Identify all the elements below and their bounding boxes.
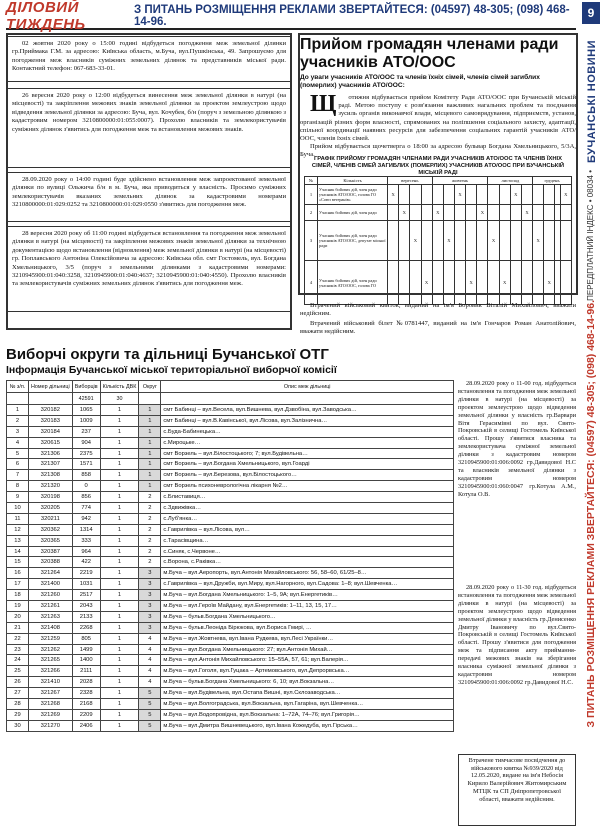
table-row	[7, 492, 454, 503]
table-cell: 320615	[29, 437, 73, 448]
article-paragraph-1: отижня відбувається прийом Комітету Ради АТО/ООС при Бучанській міській раді. Метою поступу є розв'язання важливих нагальних проблем та поєднання зусиль органів виконавчої влади, місцевого самоврядування, підприємств, установ, організацій різних форм власності, спрямованих на поліпшення соціального захисту, адаптації, спільної координації наявних ресурсів для забезпечення соціальних гарантій учасників АТО/ООС, членів їхніх сімей.	[300, 94, 576, 143]
article-paragraph-2: Прийом відбувається щочетверга о 18:00 за адресою бульвар Богдана Хмельницького, 5/3А, Буча.	[300, 143, 576, 159]
table-cell: 942	[72, 513, 100, 524]
table-cell: 320182	[29, 405, 73, 416]
table-cell: 1	[100, 513, 139, 524]
schedule-header: №	[305, 177, 318, 185]
page-header	[6, 0, 576, 33]
table-cell: 3	[139, 611, 161, 622]
table-cell: 1	[139, 481, 161, 492]
district-description: м.Буча – вул.Богдана Хмельницького: 1–5, 9А; вул.Енергетиків…	[161, 590, 454, 601]
table-cell: 2043	[72, 601, 100, 612]
table-cell: 1065	[72, 405, 100, 416]
table-cell: 321269	[29, 709, 73, 720]
table-cell: 3	[7, 426, 29, 437]
table-cell: 1	[100, 415, 139, 426]
schedule-table: № Кількість вересень жовтень листопад грудень 1 Учасник бойових дій, член ради учасників АТО/ООС, голова ГО «Союз ветеранів» X X X X 2 Учасник бойових дій, член ради X X X X 3 Учасник бойових дій, член ради учасників АТО/ООС, депутат міської ради X X X X 4 Учасник бойових дій, член ради учасників АТО/ООС, голова ГО X X X X	[304, 176, 572, 305]
ad-contact-line: З ПИТАНЬ РОЗМІЩЕННЯ РЕКЛАМИ ЗВЕРТАЙТЕСЯ: (04597) 48-305; (098) 468-14-96.	[134, 4, 570, 28]
table-cell: 11	[7, 513, 29, 524]
table-cell: 1	[139, 405, 161, 416]
table-cell: 2517	[72, 590, 100, 601]
table-cell: 3	[139, 622, 161, 633]
table-cell: 2328	[72, 688, 100, 699]
table-row	[7, 503, 454, 514]
table-cell: 25	[7, 666, 29, 677]
district-description: смт Ворзель – вул.Богдана Хмельницького, вул.Гоарді	[161, 459, 454, 470]
district-description: с.Гаврилівка – вул.Лісова, вул…	[161, 524, 454, 535]
table-cell: 1	[100, 437, 139, 448]
schedule-title: ГРАФІК ПРИЙОМУ ГРОМАДЯН ЧЛЕНАМИ РАДИ УЧАСНИКІВ АТО/ООС ТА ЧЛЕНІВ ЇХНІХ СІМЕЙ, ЧЛЕНІВ СІМЕЙ ЗАГИБЛИХ (ПОМЕРЛИХ) УЧАСНИКІВ АТО/ООС ПРИ БУЧАНСЬКІЙ МІСЬКІЙ РАДІ	[311, 156, 565, 176]
lost-notice-2: Втрачений військовий білет №0781447, виданий на ім'я Гончаров Роман Анатолійович, вважати недійсним.	[300, 320, 576, 336]
table-cell: 1	[100, 426, 139, 437]
table-row	[7, 590, 454, 601]
table-cell: 5	[139, 709, 161, 720]
table-cell: 321263	[29, 611, 73, 622]
table-row	[7, 579, 454, 590]
district-description: м.Буча – вул.Богдана Хмельницького: 27; вул.Антонія Михай…	[161, 644, 454, 655]
notice-4: 28 вересня 2020 року об 11:00 годині відбудеться встановлення та погодження меж земельної ділянки в натурі (на місцевості) та закріплення межових знаків земельної ділянки за технічною документацією щодо встановлення (відновлення) меж земельної ділянки в натурі (на місцевості) гр. Поплавського Антоніна Олексійовича за адресою: Київська обл. смт Гостомель, вул. Богдана Хмельницького, 3/5 (поруч з земельними ділянками з кадастровими номерами: 3210945900:01:040:3258, 3210945900:01:040:4637; 3210945900:01:040:4550). Прохолю власників та землекористувачів суміжних земельних ділянок з'явитись для погодження меж.	[6, 226, 292, 312]
right-notice-2: 28.09.2020 року о 11-30 год. відбудеться встановлення та погодження меж земельної ділянки в натурі (на місцевості) за проектом землеустрою щодо відведення земельної ділянки у власність гр.Денисенко Дмитру Івановичу по вул.Свято-Покровській в селищі Гостомель Київської області. Прошу з'явитися для погодження меж та підписання акту приймання-передачі межових знаків на зберігання власника суміжної земельної ділянки з кадастровим номером 3210945900:01:006:0092 гр.Давидової Н.С.	[458, 584, 576, 686]
table-cell: 3	[139, 601, 161, 612]
table-cell: 321400	[29, 579, 73, 590]
table-cell: 321266	[29, 666, 73, 677]
table-cell: 1	[100, 535, 139, 546]
elections-title: Виборчі округи та дільниці Бучанської ОТГ	[6, 346, 329, 363]
schedule-header: вересень	[388, 177, 433, 185]
table-cell: 320183	[29, 415, 73, 426]
schedule-row-desc: Учасник бойових дій, член ради	[318, 205, 388, 221]
table-cell: 30	[7, 720, 29, 731]
table-cell: 1009	[72, 415, 100, 426]
district-description: с.Тарасівщина…	[161, 535, 454, 546]
district-description: смт Ворзель – вул.Березова, вул.Білостоцького…	[161, 470, 454, 481]
district-description: смт Бабинці – вул.Весела, вул.Вишнева, вул.Дзвобіна, вул.Заводська…	[161, 405, 454, 416]
table-row	[7, 677, 454, 688]
article-subtitle: До уваги учасників АТО/ООС та членів їхніх сімей, членів сімей загиблих (померлих) учасників АТО/ООС:	[300, 74, 540, 89]
table-cell: 1	[100, 699, 139, 710]
schedule-row-number: 1	[305, 185, 318, 205]
district-description: м.Буча – вул.Будівельна, вул.Остапа Вишні, вул.Склозаводська…	[161, 688, 454, 699]
table-cell: 321308	[29, 470, 73, 481]
table-cell: 1	[100, 677, 139, 688]
district-description: с.Здвижівка…	[161, 503, 454, 514]
table-cell: 1	[139, 415, 161, 426]
table-cell: 13	[7, 535, 29, 546]
table-cell: 14	[7, 546, 29, 557]
col-header: Опис меж дільниці	[161, 381, 454, 393]
page-number: 9	[582, 2, 600, 24]
table-cell: 856	[72, 492, 100, 503]
table-cell: 904	[72, 437, 100, 448]
table-cell: 1	[100, 524, 139, 535]
table-cell: 2168	[72, 699, 100, 710]
table-row	[7, 448, 454, 459]
table-cell: 1	[139, 426, 161, 437]
table-cell: 1	[139, 459, 161, 470]
table-row	[7, 633, 454, 644]
table-cell: 321268	[29, 699, 73, 710]
district-description: м.Буча – вул.Дмитра Вишневецького, вул.Івана Кожедуба, вул.Гірська…	[161, 720, 454, 731]
table-cell: 2028	[72, 677, 100, 688]
district-description: смт Бабинці – вул.В.Кавінської, вул.Лісова, вул.Залізнична…	[161, 415, 454, 426]
section-title: ДІЛОВИЙ ТИЖДЕНЬ	[6, 0, 86, 33]
table-cell: 1	[100, 655, 139, 666]
district-description: смт Ворзель психоневрологічна лікарня №2…	[161, 481, 454, 492]
table-cell: 4	[7, 437, 29, 448]
table-cell: 321261	[29, 601, 73, 612]
table-cell: 321264	[29, 568, 73, 579]
table-cell: 2133	[72, 611, 100, 622]
table-row	[7, 459, 454, 470]
table-cell: 5	[7, 448, 29, 459]
table-cell: 1	[100, 470, 139, 481]
table-cell: 237	[72, 426, 100, 437]
table-row	[7, 535, 454, 546]
table-cell: 1	[100, 503, 139, 514]
district-description: м.Буча – вул.Волгоградська, вул.Вокзальна, вул.Гагаріна, вул.Шевченка…	[161, 699, 454, 710]
schedule-row-desc: Учасник бойових дій, член ради учасників АТО/ООС, голова ГО	[318, 261, 388, 305]
table-cell: 1	[100, 579, 139, 590]
table-cell: 2	[139, 503, 161, 514]
table-row	[7, 415, 454, 426]
table-cell: 3	[139, 568, 161, 579]
table-cell: 1	[100, 590, 139, 601]
right-notice-1: 28.09.2020 року о 11-00 год. відбудеться встановлення та погодження меж земельної ділянки в натурі (на місцевості) за проектом землеустрою щодо відведення земельної ділянки у власність гр.Варвари Вітя Герасимівні по вул. Свято-Покровській в селищі Гостомель Київської області. Прошу з'явитися власника та землекористувача суміжної земельної ділянки з кадастровим номером 3210945900:01:006:0092 гр.Давидової Н.С та власників земельної ділянки з кадастровим номером 3210945900:01:060:0047 гр.Котула А.М., Котула О.В.	[458, 380, 576, 498]
table-cell: 320362	[29, 524, 73, 535]
district-description: м.Буча – бульв.Богдана Хмельницького…	[161, 611, 454, 622]
table-cell: 22	[7, 633, 29, 644]
district-description: смт Ворзель – вул.Білостоцького; 7; вул.Будівельна…	[161, 448, 454, 459]
schedule-header: Кількість	[318, 177, 388, 185]
table-row	[7, 720, 454, 731]
table-cell: 29	[7, 709, 29, 720]
district-description: м.Буча – вул.Антонія Михайловського: 15–55А, 57, 61; вул.Валерія…	[161, 655, 454, 666]
table-cell: 1	[100, 622, 139, 633]
schedule-row-number: 3	[305, 221, 318, 261]
schedule-row-desc: Учасник бойових дій, член ради учасників АТО/ООС, депутат міської ради	[318, 221, 388, 261]
table-cell: 19	[7, 601, 29, 612]
table-cell: 1	[100, 481, 139, 492]
elections-subtitle: Інформація Бучанської міської територіальної виборчої комісії	[6, 364, 337, 376]
schedule-row-number: 4	[305, 261, 318, 305]
district-description: м.Буча – вул.Гоголя, вул.Гуцака – Артемовського, вул.Депрорвська…	[161, 666, 454, 677]
table-cell: 1	[139, 437, 161, 448]
table-cell: 2268	[72, 622, 100, 633]
table-cell: 321410	[29, 677, 73, 688]
table-cell: 1571	[72, 459, 100, 470]
table-cell: 16	[7, 568, 29, 579]
table-cell: 2406	[72, 720, 100, 731]
table-cell: 1	[100, 644, 139, 655]
table-cell: 321260	[29, 590, 73, 601]
district-description: м.Буча – вул.Аеропорть, вул.Антонія Михайловського: 56, 58–60, 61/25–8…	[161, 568, 454, 579]
table-cell: 28	[7, 699, 29, 710]
subscription-index: ПЕРЕДПЛАТНИЙ ІНДЕКС • 08034 •	[586, 170, 595, 301]
table-cell: 320198	[29, 492, 73, 503]
table-row	[7, 470, 454, 481]
col-header: № з/п.	[7, 381, 29, 393]
col-header: Округ	[139, 381, 161, 393]
table-cell: 320205	[29, 503, 73, 514]
table-cell: 321267	[29, 688, 73, 699]
table-row	[7, 557, 454, 568]
table-cell: 27	[7, 688, 29, 699]
table-row	[7, 666, 454, 677]
table-cell: 320387	[29, 546, 73, 557]
table-cell: 23	[7, 644, 29, 655]
table-cell: 5	[139, 720, 161, 731]
table-cell: 1	[100, 709, 139, 720]
table-cell: 1	[139, 448, 161, 459]
table-cell: 7	[7, 470, 29, 481]
table-cell: 1	[100, 611, 139, 622]
table-cell: 26	[7, 677, 29, 688]
table-cell: 18	[7, 590, 29, 601]
table-cell: 24	[7, 655, 29, 666]
table-cell: 3	[139, 590, 161, 601]
table-row	[7, 524, 454, 535]
district-description: с.Ворона, с.Раківка…	[161, 557, 454, 568]
table-cell: 320184	[29, 426, 73, 437]
schedule-header: листопад	[488, 177, 533, 185]
table-row	[7, 437, 454, 448]
table-cell: 1	[100, 405, 139, 416]
table-cell: 2111	[72, 666, 100, 677]
table-cell: 12	[7, 524, 29, 535]
table-cell: 320365	[29, 535, 73, 546]
col-header: Номер дільниці	[29, 381, 73, 393]
table-cell: 774	[72, 503, 100, 514]
table-cell: 10	[7, 503, 29, 514]
table-cell: 1	[100, 633, 139, 644]
table-row	[7, 426, 454, 437]
district-description: м.Буча – вул.Жовтнева, вул.Івана Рудкева, вул.Лесі Українки…	[161, 633, 454, 644]
schedule-row-desc: Учасник бойових дій, член ради учасників АТО/ООС, голова ГО «Союз ветеранів»	[318, 185, 388, 205]
district-description: с.Блиставиця…	[161, 492, 454, 503]
table-cell: 805	[72, 633, 100, 644]
table-cell: 2	[139, 546, 161, 557]
table-cell: 2	[139, 557, 161, 568]
table-row	[7, 546, 454, 557]
district-description: с.Луб'янка…	[161, 513, 454, 524]
table-row	[7, 699, 454, 710]
table-cell: 2219	[72, 568, 100, 579]
table-cell: 4	[139, 655, 161, 666]
table-cell: 321259	[29, 633, 73, 644]
total-voters: 42591	[72, 393, 100, 405]
table-row	[7, 601, 454, 612]
table-cell: 8	[7, 481, 29, 492]
table-cell: 4	[139, 644, 161, 655]
district-description: м.Буча – бульв.Леоніда Бірюкова, вул.Бориса Гмирі, …	[161, 622, 454, 633]
table-row	[7, 481, 454, 492]
table-cell: 15	[7, 557, 29, 568]
table-row	[7, 611, 454, 622]
table-row	[7, 568, 454, 579]
total-dvk: 30	[100, 393, 139, 405]
table-cell: 1	[100, 720, 139, 731]
table-cell: 321320	[29, 481, 73, 492]
table-row	[7, 655, 454, 666]
table-cell: 1	[7, 405, 29, 416]
schedule-row-number: 2	[305, 205, 318, 221]
table-cell: 2	[139, 535, 161, 546]
table-cell: 321306	[29, 448, 73, 459]
table-row	[7, 513, 454, 524]
col-header: Кількість ДВК	[100, 381, 139, 393]
article-body	[300, 91, 576, 160]
district-description: м.Буча – бульв.Богдана Хмельницького: 6, 10; вул.Вокзальна…	[161, 677, 454, 688]
table-cell: 964	[72, 546, 100, 557]
newspaper-name: БУЧАНСЬКІ НОВИНИ	[586, 40, 598, 163]
table-cell: 2	[139, 524, 161, 535]
table-row	[7, 405, 454, 416]
table-cell: 1	[100, 448, 139, 459]
schedule-header: жовтень	[432, 177, 488, 185]
table-cell: 321262	[29, 644, 73, 655]
table-cell: 6	[7, 459, 29, 470]
table-cell: 1	[100, 492, 139, 503]
table-cell: 333	[72, 535, 100, 546]
notice-1: 02 жовтня 2020 року о 15:00 годині відбудеться погодження меж земельної ділянки гр.Приймака Г.М. за адресою: Київська область, м.Буча, вул.Пушкінська, 49. Запрошуємо для погодження меж власників суміжних земельних ділянок та представників міської ради. Контактний телефон: 067-683-33-01.	[6, 36, 292, 82]
table-cell: 1314	[72, 524, 100, 535]
table-cell: 20	[7, 611, 29, 622]
table-cell: 321307	[29, 459, 73, 470]
table-cell: 1031	[72, 579, 100, 590]
district-description: м.Буча – вул.Героїв Майдану, вул.Енергетиків: 1–11, 13, 15, 17…	[161, 601, 454, 612]
table-cell: 5	[139, 688, 161, 699]
table-cell: 2	[139, 492, 161, 503]
table-cell: 21	[7, 622, 29, 633]
drop-cap: Щ	[310, 91, 337, 117]
table-cell: 2	[139, 513, 161, 524]
table-cell: 2	[7, 415, 29, 426]
table-cell: 321408	[29, 622, 73, 633]
table-cell: 4	[139, 633, 161, 644]
table-cell: 858	[72, 470, 100, 481]
table-cell: 2375	[72, 448, 100, 459]
side-ad-line: З ПИТАНЬ РОЗМІЩЕННЯ РЕКЛАМИ ЗВЕРТАЙТЕСЯ: (04597) 48-305; (098) 468-14-96.	[585, 300, 597, 728]
table-cell: 1	[100, 688, 139, 699]
table-cell: 1	[100, 557, 139, 568]
table-cell: 1	[100, 568, 139, 579]
table-cell: 3	[139, 579, 161, 590]
table-cell: 9	[7, 492, 29, 503]
district-description: с.Синяк, с.Червоне…	[161, 546, 454, 557]
schedule-header: грудень	[533, 177, 572, 185]
table-cell: 17	[7, 579, 29, 590]
table-cell: 321265	[29, 655, 73, 666]
district-description: с.Буда-Бабинецька…	[161, 426, 454, 437]
table-row	[7, 709, 454, 720]
table-cell: 320388	[29, 557, 73, 568]
elections-table	[6, 380, 454, 732]
table-cell: 321270	[29, 720, 73, 731]
table-cell: 1	[100, 666, 139, 677]
table-cell: 0	[72, 481, 100, 492]
table-cell: 1	[100, 459, 139, 470]
lost-certificate-box: Втрачене тимчасове посвідчення до військового квитка №939/2020 від 12.05.2020, видане на ім'я Небосія Кирило Валерійович Житомирським МТЦК та СП Дніпропетровської області, вважати недійсним.	[458, 754, 576, 826]
table-cell: 5	[139, 699, 161, 710]
district-description: с.Гаврилівка – вул.Дружби, вул.Миру, вул.Нагорного, вул.Садова: 1–8; вул.Шевченка…	[161, 579, 454, 590]
table-cell: 1	[139, 470, 161, 481]
article-title: Прийом громадян членами ради учасників АТО/ООС	[300, 36, 559, 71]
col-header: Виборців	[72, 381, 100, 393]
district-description: м.Буча – вул.Водопровідна, вул.Вокзальна: 1–72А, 74–76; вул.Григорія…	[161, 709, 454, 720]
table-cell: 4	[139, 666, 161, 677]
district-description: с.Мироцьке…	[161, 437, 454, 448]
table-cell: 4	[139, 677, 161, 688]
table-cell: 1	[100, 601, 139, 612]
notice-2: 26 вересня 2020 року о 12:00 відбудеться винесення меж земельної ділянки в натурі (на місцевості) та закріплення межових знаків земельної ділянки за проектом землеустрою щодо відведення земельної ділянки за адресою: Буча, вул. Кочубея, б/н (поруч з земельною ділянкою з кадастровим номером 3210800000:01:055:0007). Прохолю власників та землекористувачів суміжних ділянок з'явитись для погодження меж та встановлення межових знаків.	[6, 88, 292, 168]
notice-3: 28.09.2020 року о 14:00 годині буде здійснено встановлення меж запроектованої земельної ділянки по вулиці Ольжича б/н в м. Буча, яка приводиться у власність. Просимо суміжних землекористувачів вказаних земельних ділянок за кадастровими номерами 3210800000:01:029:0252 та 3210800000:01:029:0550 з'явитись для погодження меж.	[6, 172, 292, 222]
table-row	[7, 622, 454, 633]
table-row	[7, 644, 454, 655]
lost-notice-1: Втрачений військовий квиток, виданий на ім'я Боровик Віталій Михайлович, вважати недійсним.	[300, 302, 576, 318]
table-cell: 1499	[72, 644, 100, 655]
table-cell: 1	[100, 546, 139, 557]
table-cell: 1400	[72, 655, 100, 666]
table-row	[7, 688, 454, 699]
table-cell: 320211	[29, 513, 73, 524]
table-cell: 2209	[72, 709, 100, 720]
table-cell: 422	[72, 557, 100, 568]
